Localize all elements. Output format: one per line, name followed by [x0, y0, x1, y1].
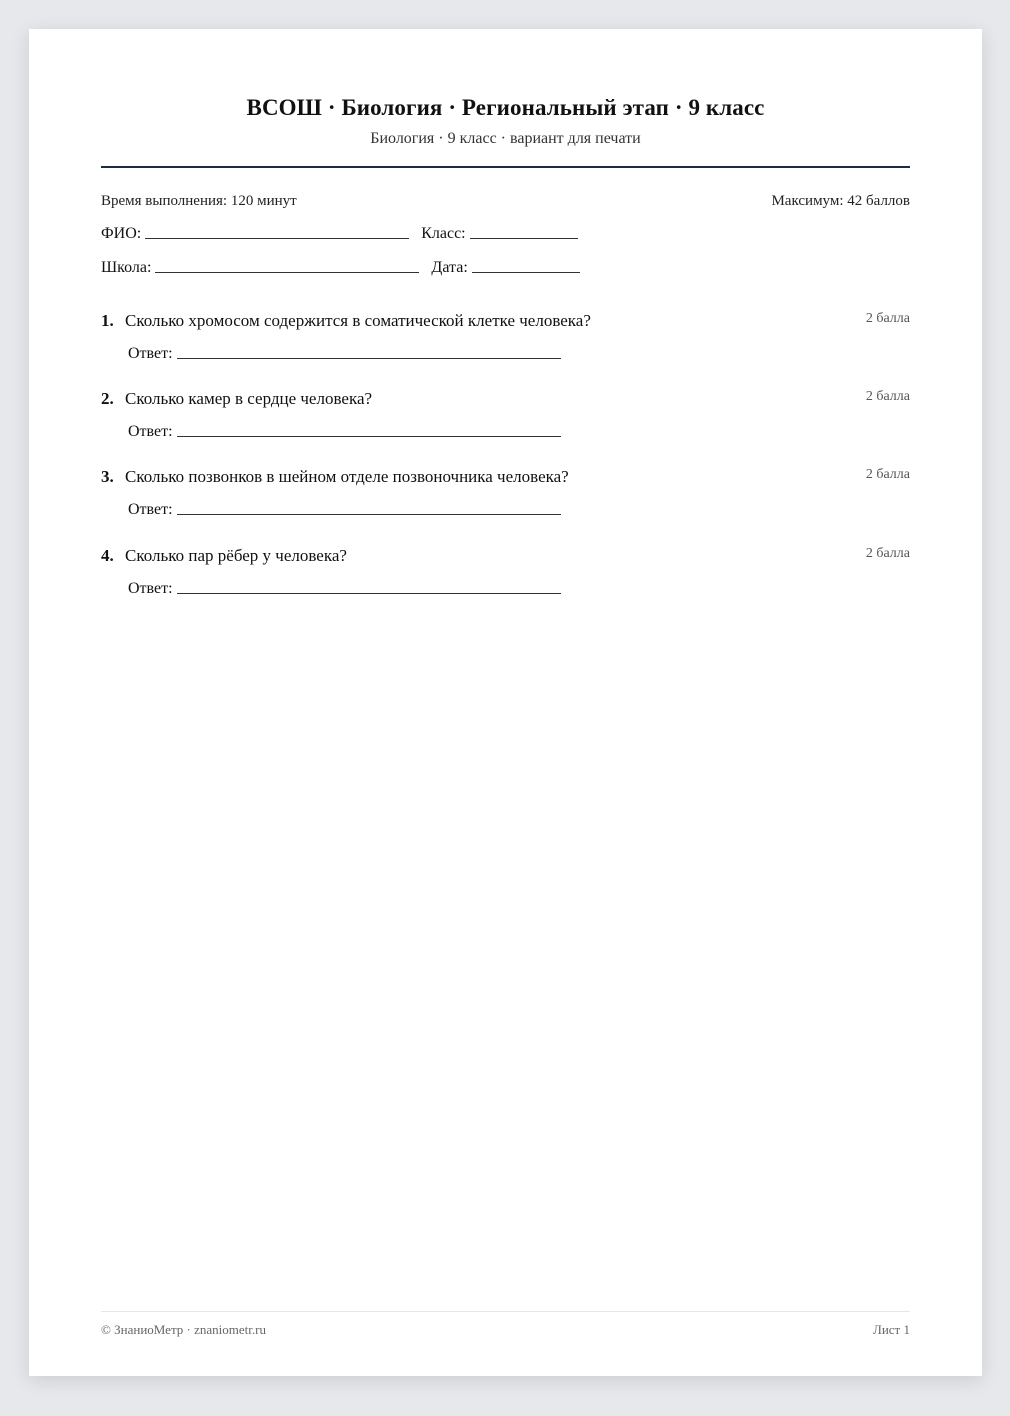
- field-row-school-date: [101, 259, 910, 277]
- answer-field[interactable]: [177, 357, 561, 359]
- question-row: [101, 389, 910, 409]
- question-number: 2.: [101, 389, 114, 408]
- answer-label: Ответ:: [128, 580, 173, 597]
- answer-label: Ответ:: [128, 345, 173, 362]
- question-number: 1.: [101, 311, 114, 330]
- question-row: [101, 467, 910, 487]
- footer-sheet-number: Лист 1: [873, 1322, 910, 1337]
- question-row: [101, 546, 910, 566]
- question-text: Сколько камер в сердце человека?: [125, 389, 373, 408]
- question-text: Сколько хромосом содержится в соматической клетке человека?: [125, 311, 591, 330]
- exam-sheet: [29, 29, 982, 1376]
- question-number: 3.: [101, 467, 114, 486]
- question-3: [101, 467, 910, 519]
- question-points: 2 балла: [865, 311, 910, 326]
- question-1: [101, 311, 910, 363]
- question-text: Сколько позвонков в шейном отделе позвоночника человека?: [125, 467, 569, 486]
- time-limit: Время выполнения: 120 минут: [101, 193, 297, 209]
- question-row: [101, 311, 910, 331]
- footer-copyright: © ЗнаниоМетр · znaniometr.ru: [101, 1322, 266, 1337]
- date-field[interactable]: [472, 271, 580, 273]
- school-field[interactable]: [155, 271, 419, 273]
- question-points: 2 балла: [865, 467, 910, 482]
- school-label: Школа:: [101, 259, 152, 276]
- date-label: Дата:: [431, 259, 468, 276]
- question-points: 2 балла: [865, 389, 910, 404]
- page-subtitle: Биология · 9 класс · вариант для печати: [370, 130, 641, 147]
- class-label: Класс:: [421, 225, 466, 242]
- answer-row: [128, 501, 910, 519]
- answer-row: [128, 423, 910, 441]
- answer-label: Ответ:: [128, 423, 173, 440]
- header-divider: [101, 166, 910, 168]
- answer-label: Ответ:: [128, 501, 173, 518]
- max-score: Максимум: 42 баллов: [771, 193, 910, 209]
- answer-field[interactable]: [177, 592, 561, 594]
- answer-field[interactable]: [177, 435, 561, 437]
- question-2: [101, 389, 910, 441]
- field-row-name-class: [101, 225, 910, 243]
- class-field[interactable]: [470, 237, 578, 239]
- question-4: [101, 546, 910, 598]
- sheet-content: [101, 29, 910, 1376]
- footer-divider: [101, 1311, 910, 1312]
- question-number: 4.: [101, 546, 114, 565]
- question-points: 2 балла: [865, 546, 910, 561]
- page-title: ВСОШ · Биология · Региональный этап · 9 класс: [246, 95, 765, 120]
- answer-field[interactable]: [177, 513, 561, 515]
- name-label: ФИО:: [101, 225, 142, 242]
- answer-row: [128, 345, 910, 363]
- question-text: Сколько пар рёбер у человека?: [125, 546, 347, 565]
- answer-row: [128, 580, 910, 598]
- name-field[interactable]: [145, 237, 409, 239]
